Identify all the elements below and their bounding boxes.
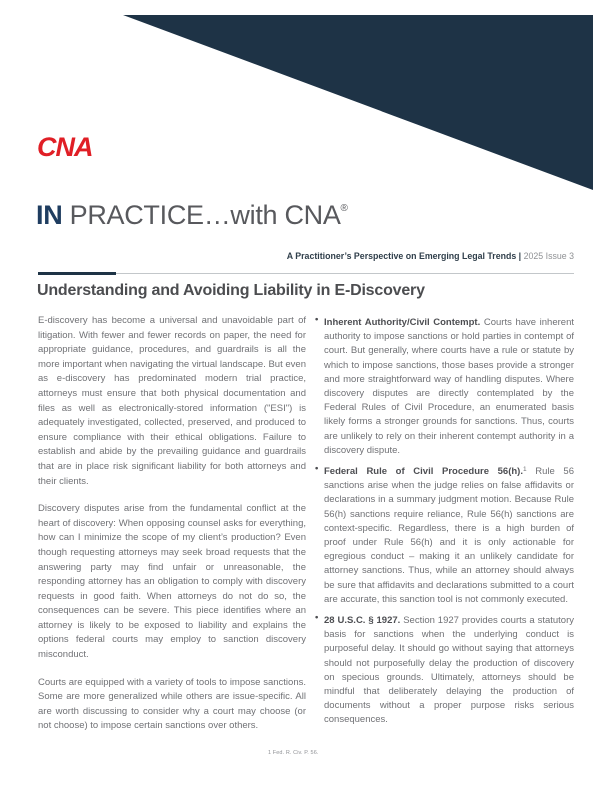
footnote xyxy=(268,750,319,756)
bullet-inherent-authority xyxy=(315,314,574,458)
section-divider xyxy=(38,273,574,274)
left-column xyxy=(38,314,306,747)
bullet-title: 28 U.S.C. § 1927. xyxy=(324,615,401,627)
masthead-rest: PRACTICE…with CNA xyxy=(62,200,341,230)
footnote-reference: 1 xyxy=(522,466,527,474)
bullet-body: Rule 56 sanctions arise when the judge relies on false affidavits or declarations in a summary judgment motion. Because Rule 56(h) sanctions require reliance, Rule 56(h) sanctions are context-specific. Regardless, there is a high burden of proof under Rule 56(h) and it is only actionable for egregious conduct – making it an unlikely candidate for attorney sanctions. Thus, while an attorney should always be sure that affidavits and declarations submitted to a court are accurate, this sanction tool is not commonly executed. xyxy=(324,466,575,605)
cna-logo: CNA xyxy=(37,132,93,162)
divider-accent-bar xyxy=(38,272,116,275)
corner-triangle-decoration xyxy=(123,15,593,190)
article-title: Understanding and Avoiding Liability in E-Discovery xyxy=(37,282,425,299)
registered-trademark-symbol: ® xyxy=(340,203,348,214)
paragraph-discovery-disputes: Discovery disputes arise from the fundamental conflict at the heart of discovery: When opposing counsel asks for everything, how can I minimize the scope of my client’s production? Even though requesting attorneys may seek broad requests that the answering party may find unfair or unreasonable, the responding attorney has an obligation to comply with discovery requests in good faith. When attorneys do not do so, the consequences can be severe. This piece identifies where an attorney is likely to be exposed to liability and explains the options federal courts may employ to sanction discovery misconduct. xyxy=(38,503,306,661)
bullet-body: Courts have inherent authority to impose sanctions or hold parties in contempt of court. But generally, where courts have a rule or statute by which to impose sanctions, those bases provide a stronger and more straightforward way of handling disputes. Where discovery disputes are directly contemplated by the Federal Rules of Civil Procedure, an enumerated basis likely forms a stronger grounds for sanctions. Thus, courts are unlikely to rely on their inherent contempt authority in a discovery dispute. xyxy=(324,317,574,456)
tagline-issue-text: 2025 Issue 3 xyxy=(523,251,574,261)
bullet-title: Federal Rule of Civil Procedure 56(h). xyxy=(324,466,523,478)
bullet-title: Inherent Authority/Civil Contempt. xyxy=(324,317,481,328)
masthead-title xyxy=(36,200,348,231)
bullet-rule-56h xyxy=(315,463,574,607)
right-column xyxy=(315,314,574,747)
footnote-text: 1 Fed. R. Civ. P. 56. xyxy=(268,750,319,756)
tagline-main-text: A Practitioner’s Perspective on Emerging Legal Trends | xyxy=(286,251,522,261)
paragraph-intro: E-discovery has become a universal and unavoidable part of litigation. With fewer and fewer records on paper, the need for appropriate guidance, procedures, and guardrails is all the more important when navigating the virtual landscape. But even as e-discovery has predominated modern trial practice, attorneys must ensure that both physical documentation and files as well as electronically-stored information ("ESI") is adequately investigated, collected, preserved, and produced to ensure compliance with their ethical obligations. Failure to establish and abide by the prevailing guidance and guardrails that are in place risk significant liability for both attorneys and their clients. xyxy=(38,315,306,487)
paragraph-courts-tools: Courts are equipped with a variety of tools to impose sanctions. Some are more generalized while others are issue-specific. All are worth discussing to consider why a court may choose (or not choose) to impose certain sanctions over others. xyxy=(38,676,306,732)
tagline xyxy=(287,251,574,261)
masthead-bold-word: IN xyxy=(36,200,63,230)
bullet-body: Section 1927 provides courts a statutory basis for sanctions when the underlying conduct is purposeful delay. It should go without saying that attorneys should not purposefully delay the production of discovery on specious grounds. Ultimately, attorneys should be mindful that deliberately delaying the production of documents without a proper purpose risks serious consequences. xyxy=(324,615,574,726)
bullet-28-usc-1927 xyxy=(315,612,574,728)
article-body xyxy=(38,314,574,747)
